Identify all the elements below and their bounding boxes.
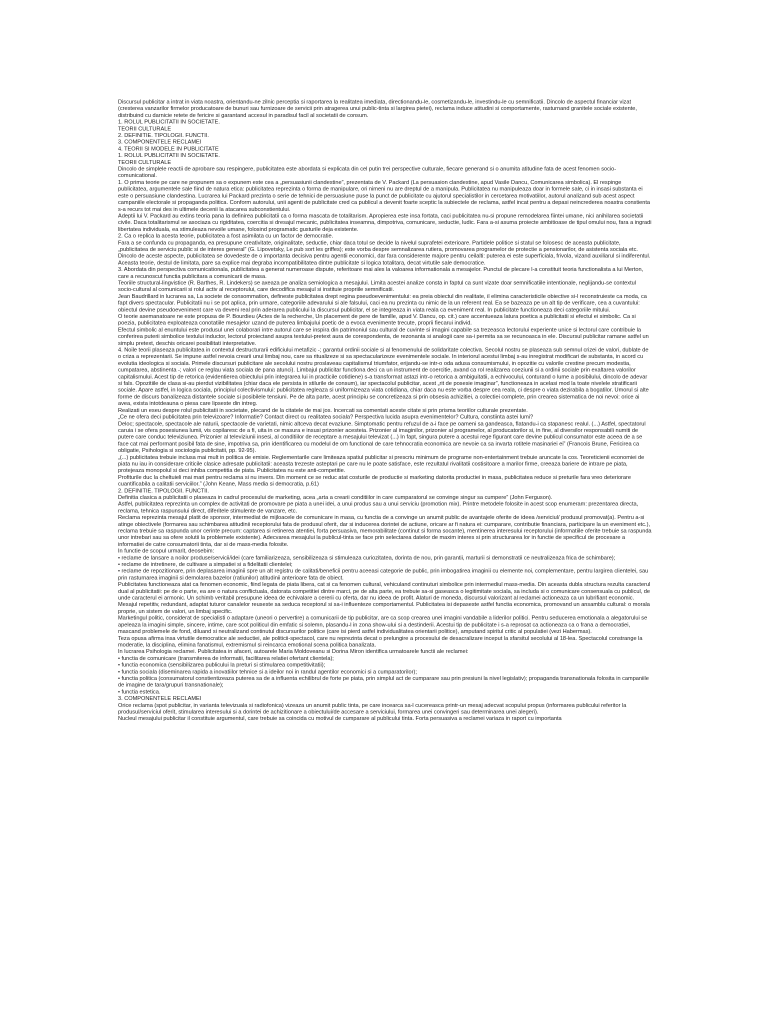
toc-item: 3. COMPONENTELE RECLAMEI	[118, 139, 202, 146]
section-heading: 2. DEFINITIE. TIPOLOGII. FUNCTII.	[118, 487, 209, 494]
bullet-item: • functia de comunicare (transmiterea de informatii, facilitarea relatiei ofertant clientela);	[118, 655, 334, 662]
paragraph: Definitia clasica a publicitatii o plaseaza in cadrul procesului de marketing, acea „arta a crearii conditiilor in care cumparatorul se convinge singur sa cumpere” (John Ferguson).	[118, 494, 553, 501]
paragraph: 3. Abordata din perspectiva comunicationala, publicitatea a generat numeroase dispute, referitoare mai ales la valoarea informationala a mesajelor. Punctul de plecare l-a constituit teoria functionalista a lui Merton, care a recunoscut functia publicitara a comunicarii de masa.	[118, 266, 644, 280]
intro-paragraph: Discursul publicitar a intrat in viata noastra, orientandu-ne zilnic perceptia si raportarea la realitatea imediata, directionandu-le, cosmetizandu-le, investindu-le cu semnificatii. Dincolo de aspectul financiar vizat (cresterea vanzarilor firmelor producatoare de bunuri sau furnizoare de servicii prin atragerea unui public-tinta si largirea pietei), reclama induce atitudini si comportamente, rasturnand granitele sociale existente, distribuind cu darnicie retete de fericire si garantand accesul in paradisul facil al societatii de consum.	[118, 99, 637, 119]
list-intro: In lucrarea Psihologia reclamei. Publicitatea in afaceri, autoarele Maria Moldoveanu si Dorina Miron identifica urmatoarele functii ale reclamei:	[118, 648, 469, 655]
bullet-item: • reclame de lansare a noilor produse/servicii/idei (care familiarizeaza, sensibilizeaza si stimuleaza curiozitatea, dorinta de nou, prin garantii, marturii si demonstratii ce neutralizeaza frica de schimbare);	[118, 554, 616, 561]
paragraph: O teorie asemanatoare ne este propusa de P. Bourdieu (Actes de la recherche, Un placement de pere de famille, apud V. Dancu, op. cit.) care accentueaza latura poetica a publicitatii si efectul ei simbolic. Ca si poezia, publicitatea exploateaza conotatiile mesajelor uzand de puterea limbajului poetic de a evoca evenimente trecute, proprii fiecarui individ.	[118, 313, 636, 327]
paragraph: Teoriile structural-lingvistice (R. Barthes, R. Lindekers) se axeaza pe analiza semiologica a mesajului. Limita acestei analize consta in faptul ca sunt vizate doar semnificatiile intentionale, neglijandu-se contextul socio-cultural al comunicarii si rolul activ al receptorului, care decodifica mesajul si instituie propriile semnificatii.	[118, 279, 636, 293]
toc-item: TEORII CULTURALE	[118, 125, 172, 132]
paragraph: Teza opusa afirma insa virtutile democratice ale seductiei, ale politicii-spectacol, care nu reprezinta decat o prelungire a procesului de desacralizare inceput la sfarsitul secolului al 18-lea. Spectacolul constrange la moderatie, la disciplina, elimina fanatismul, extremismul si reincarca emotional scena politica banalizata.	[118, 635, 643, 648]
quote-paragraph: „(...) publicitatea trebuie inclusa mai mult in politica de emisie. Reglementarile care limiteaza spatiul publicitar si prescriu minimum de programe non-entertainment trebuie aruncate la cos. Teoreticienii economiei de piata nu iau in considerare criticile clasice adresate publicitatii: aceasta trezeste asteptari pe care nu le poate satisface, este rezultatul rivalitatii costisitoare a marilor firme, creeaza bariere de intrare pe piata, protejeaza monopolul si deci inhiba competitia de piata. Publicitatea nu este anti-competitie.	[118, 454, 645, 474]
toc-item: 4. TEORII SI MODELE IN PUBLICITATE	[118, 145, 219, 152]
list-intro: In functie de scopul urmarit, deosebim:	[118, 548, 215, 555]
paragraph: Publicitatea functioneaza atat ca fenomen economic, fiind legata de piata libera, cat si ca fenomen cultural, vehiculand continuturi simbolice prin intermediul mass-media. Din aceasta dubla structura rezulta caracterul dual al publicitatii: pe de o parte, ea are o natura conflictuala, datorata competitiei dintre marci, pe de alta parte, ea trebuie sa-si gaseasca o legitimitate sociala, sa includa si o comunicare consensuala cu publicul, de unde caracterul ei armonic. Un schimb veritabil presupune ideea de echivalare a cererii cu oferta, dar nu ideea de profit. Alaturi de moneda, discursul valorizant al reclamei actioneaza ca un lubrifiant economic.	[118, 581, 651, 602]
document-body	[118, 99, 652, 1020]
paragraph: 1. O prima teorie pe care ne propunem sa o expunem este cea a „persuasiunii clandestine”, prezentata de V. Packard (La persuasion clandestine, apud Vasile Dancu, Comunicarea simbolica). El respinge publicitatea, argumentele sale fiind de natura etica: publicitatea reprezinta o forma de manipulare, ori nimeni nu are dreptul de a manipula. Publicitatea nu manipuleaza doar in formele sale, ci in insasi substanta ei este o persuasiune clandestina. Lucrarea lui Packard prezinta o serie de tehnici de persuasiune puse la punct de publicitate cu ajutorul specialistilor in cercetarea motivatiilor, autorul analizand sub acest aspect campaniile electorale si propaganda politica. Conform autorului, unii agenti de publicitate cred ca publicul a devenit foarte sceptic la subiectele de reclama, astfel incat pentru a depasi neincrederea noastra constienta s-a recurs tot mai des in ultimele decenii la atacarea subconstientului.	[118, 179, 651, 213]
quote-paragraph: Deloc; spectacole, spectacole ale naturii, spectacole de varietati, nimic altceva decat evaziune. Simptomatic pentru refuzul de a-i face pe oameni sa gandeasca, flatandu-i ca stapanesc realul. (...) Astfel, spectatorul caruia i se ofera posesiunea lumii, vis copilaresc de a fi, uita in ce masura e insusi prizonier acesteia. Prizonier al imaginilor, prizonier al programelor, al producatorilor si, in fine, al diversilor responsabili numiti de putere care conduc televiziunea. Prizonier al televiziunii insesi, al conditiilor de receptare a mesajului televizat (...) In fapt, singura putere a acestui rege figurant care devine publicul consumator este aceea de a se face cat mai performant posibil fata de sine, impotriva sa, prin identificarea cu modelul de om functional de care tehnocratia economica are nevoie ca sa invarta rotitele masinariei ei” (Francois Brune, Fericirea ca obligatie, Psihologia si sociologia publicitatii, pp. 92-95).	[118, 420, 646, 454]
paragraph: Mesajul repetitiv, redundant, adaptat tuturor canalelor reuseste sa seduca receptorul si sa-i influenteze comportamentul. Publicitatea isi depaseste astfel functia economica, promovand un ansamblu cultural: o morala proprie, un sistem de valori, un limbaj specific.	[118, 601, 650, 615]
text-column	[118, 99, 652, 1020]
paragraph: Dincolo de simplele reactii de aprobare sau respingere, publicitatea este abordata si explicata din cel putin trei perspective culturale, fiecare generand si o anumita atitudine fata de acest fenomen socio-comunicational.	[118, 166, 617, 179]
toc-item: 1. ROLUL PUBLICITATII IN SOCIETATE.	[118, 119, 220, 126]
bullet-item: • functia estetica.	[118, 688, 161, 695]
paragraph: Adeptii lui V. Packard au extins teoria pana la definirea publicitatii ca o forma mascata de totalitarism. Apropierea este insa fortata, caci publicitatea nu-si propune remodelarea fiintei umane, nici anihilarea societatii civile. Daca totalitarismul se asociaza cu rigiditatea, coercitia si dresajul mecanic, publicitatea inseamna, dimpotriva, comunicare, seductie, ludic. Fara a-si asuma proiecte ambitioase de tipul omului nou, fara a ingradi libertatea individuala, ea stimuleaza nevoile umane, folosind programatic gusturile deja existente.	[118, 212, 652, 233]
bullet-item: • functia economica (sensibilizarea publicului la preturi si stimularea competitivitatii);	[118, 662, 326, 669]
bullet-item: • reclame de repozitionare, prin deplasarea imaginii spre un alt registru de calitati/beneficii pentru aceeasi categorie de public, prin imbogatirea imaginii cu elemente noi, complementare, pentru largirea clientelei, sau prin rasturnarea imaginii si demolarea bazelor (ratiunilor) atitudinii anterioare fata de obiect.	[118, 568, 649, 581]
paragraph: Fara a se confunda cu propaganda, ea presupune creativitate, originalitate, seductie, chiar daca totul se decide la nivelul suprafetei exterioare. Partidele politice si statul se folosesc de aceasta publicitate, „publicitatea de serviciu public si de interes general” (G. Lipovetsky, Le pub sort les griffes); este vorba despre semnalizarea rutiera, promovarea programelor de protectie a pensionarilor, de asistenta sociala etc. Dincolo de aceste aspecte, publicitatea se dovedeste de o importanta decisiva pentru agentii economici, dar fara considerente majore pentru ceilalti: puterea ei este superficiala, frivola, vizand auxiliarul si indiferentul. Aceasta teorie, destul de limitata, pare sa explice mai degraba incompatibilitatea dintre publicitate si logica totalitara, decat virtutile sale democratice.	[118, 239, 651, 266]
paragraph: 4. Noile teorii plaseaza publicitatea in contextul destructurarii edificiului metafizic -; garantul ordinii sociale si al fenomenului de solidaritate colectiva. Secolul nostru se plaseaza sub semnul crizei de valori, dublate de o criza a reprezentarii. Se impune astfel nevoia crearii unui limbaj nou, care sa ritualizeze si sa spectacularizeze evenimentele sociale. In interiorul acestui limbaj s-au inregistrat modificari de substanta, in acord cu evolutia ideologica si sociala. Primele discursuri publicitare ale secolului nostru proslaveau capitalismul triumfator, erijandu-se intr-o oda adusa consumismului, in opozitie cu valorile crestine precum modestia, cumpatarea, abstinenta -; valori ce reglau viata sociala de pana atunci). Limbajul publicitar functiona deci ca un instrument de coercitie, avand ca rol realizarea coeziunii si a ordinii sociale prin exaltarea valorilor capitalismului. Acest tip de retorica (evidentierea obiectului prin integrarea lui in practicile cotidiene) s-a transformat astazi intr-o retorica a ambiguitatii, a echivocului, conturand o lume a posibilului, dincolo de adevar si fals. Opozitiile de clasa si-au pierdut vizibilitatea (chiar daca ele persista in stilurile de consum), iar spectacolul publicitar, acest „rit de posesie imaginar”, functioneaza in acelasi mod la toate nivelele stratificarii sociale. Apare astfel, in logica sociala, principiul colectivismului: publicitatea regleaza si uniformizeaza viata cotidiana, chiar daca nu este vorba despre cea reala, ci despre o viata dezirabila a bogatilor. Umorul si alte forme de discurs banalizeaza distantele sociale si posibilele tensiuni. Pe de alta parte, acest principiu se concretizeaza si prin obsesia achizitiei, a colectiei complete, prin crearea sistematica de noi nevoi: orice ai avea, exista intotdeauna o piesa care lipseste din intreg.	[118, 347, 649, 407]
assignment-paragraph: Realizati un eseu despre rolul publicitatii in societate, plecand de la citatele de mai jos. Incercati sa comentati aceste citate si prin prisma teoriilor culturale prezentate.	[118, 407, 528, 414]
paragraph: Reclama reprezinta mesajul platit de sponsor, intermediat de mijloacele de comunicare in masa, cu functia de a convinge un anumit public de avantajele oferite de ideea /serviciul/ produsul promovat(a). Pentru a-si atinge obiectivele (formarea sau schimbarea atitudinii receptorului fata de produsul oferit, dar si inducerea dorintei de actiune, oricare ar fi natura ei: cumparare, contributie financiara, participare la un eveniment etc.), reclama trebuie sa raspunda unor cerinte precum: captarea si retinerea atentiei, forta persuasiva, memorabilitate (continut si forma socante), mentinerea interesului receptorului (informatiile oferite trebuie sa raspunda unor intrebari sau sa ofere solutii la problemele existente). Adecvarea mesajului la publicul-tinta se face prin selectarea datelor de maxim interes si prin structurarea lor in functie de specificul de procesare a informatiei de catre consumatorii tinta, dar si de mass-media folosite.	[118, 514, 652, 548]
bullet-item: • functia politica (consumatorul constientizeaza puterea sa de a influenta echilibrul de forte pe piata, prin simplul act de cumparare sau prin presiuni la nivel legislativ); propaganda transnationala folosita in campaniile de imagine de tara/grupuri transnationale);	[118, 675, 649, 689]
paragraph: Astfel, publicitatea reprezinta un complex de activitati de promovare pe piata a unei idei, a unui produs sau a unui serviciu (promotion mix). Printre metodele folosite in acest scop enumeram: prezentarea directa, reclama, tehnica raspunsului direct, diferitele stimulente de vanzare, etc.	[118, 501, 639, 514]
quote-paragraph: „Ce ne ofera deci publicitatea prin televizoare? Informatie? Contact direct cu realitatea sociala? Perspectiva lucida asupra evenimentelor? Cultura, constiinta astei lumi?	[118, 414, 534, 421]
paragraph: Nucleul mesajului publicitar il constituie argumentul, care trebuie sa coincida cu motivul de cumparare al publicului tinta. Forta persuasiva a reclamei variaza in raport cu importanta	[118, 715, 562, 722]
bullet-item: • reclame de intretinere, de cultivare a simpatiei si a fidelitatii clientelei;	[118, 561, 293, 568]
toc-item: 2. DEFINITIE. TIPOLOGII. FUNCTII.	[118, 132, 209, 139]
paragraph: Efectul simbolic al enuntului este produsul unei colaborari intre autorul care se inspira din patrimoniul sau cultural de cuvinte si imagini capabile sa trezeasca lectorului experiente unice si lectorul care contribuie la conferirea puterii simbolice textului inductor, lectorul proiectand asupra textului-pretext aura de corespondenta, de rezonanta si analogii care sa-i permita sa se recunoasca in ele. Discursul publicitar ramane astfel un simplu pretext, deschis oricarei posibilitati interpretative.	[118, 326, 649, 347]
quote-paragraph: Profiturile duc la cheltuieli mai mari pentru reclama si nu invers. Din moment ce se reduc atat costurile de productie si marketing datorita productiei in masa, publicitatea reduce si preturile fara vreo deteriorare cuantificabila a calitatii serviciilor.” (John Keane, Mass media si democratia, p.61)	[118, 474, 631, 488]
section-heading: 3. COMPONENTELE RECLAMEI	[118, 695, 202, 702]
paragraph: Marketingul politic, considerat de specialisti o adaptare (uneori o pervertire) a comunicarii de tip publicitar, are ca scop crearea unei imagini vandabile a liderilor politici. Pentru seducerea emotionala a alegatorului se apeleaza la imagini simple, sincere, intime, care scot politicul din emfatic si solemn, plasandu-l in zona show-ului si a destinderii. Acestui tip de publicitate i s-a reprosat ca actioneaza ca o frana a democratiei, mascand problemele de fond, diluand si neutralizand continutul discursurilor politice (care isi pierd astfel individualitatea orientarii politice), amputand spiritul critic al populatiei (vezi Habermas).	[118, 615, 648, 635]
subsection-heading: TEORII CULTURALE	[118, 159, 172, 166]
section-heading: 1. ROLUL PUBLICITATII IN SOCIETATE.	[118, 152, 220, 159]
paragraph: 2. Ca o replica la acesta teorie, publicitatea a fost asimilata cu un factor de democratie.	[118, 233, 334, 240]
bullet-item: • functia sociala (diseminarea rapida a inovatiilor tehnice si a ideilor noi in randul agentilor economici si a cumparatorilor);	[118, 668, 417, 675]
paragraph: Jean Baudrillard in lucrarea sa, La societe de consommation, defineste publicitatea drept regina pseudoevenimentului: ea preia obiectul din realitate, il elimina caracteristicile obiective si-l reconstruieste ca moda, ca fapt divers spectacular. Publicitatii nu i se pot aplica, prin urmare, categoriile adevarului si ale falsului, caci ea nu prezinta cu nimic de la un referent real. Ea se bazeaza pe un alt tip de verificare, cea a cuvantului: obiectul devine pseudoeveniment care va deveni real prin aderarea publicului la discursul publicitar, el se integreaza in viata reala ca eveniment real. In publicitate functioneaza deci categoriile mitului.	[118, 293, 647, 313]
paragraph: Orice reclama (spot publicitar, in varianta televizuala si radiofonica) vizeaza un anumit public tinta, pe care incearca sa-l cucereasca printr-un mesaj adecvat scopului propus (informarea publicului referitor la produsul/serviciul oferit, stimularea interesului si a dorintei de achizitionare a obiectului/de accesare a serviciului, formarea unei convingeri sau determinarea unei alegeri).	[118, 702, 627, 715]
